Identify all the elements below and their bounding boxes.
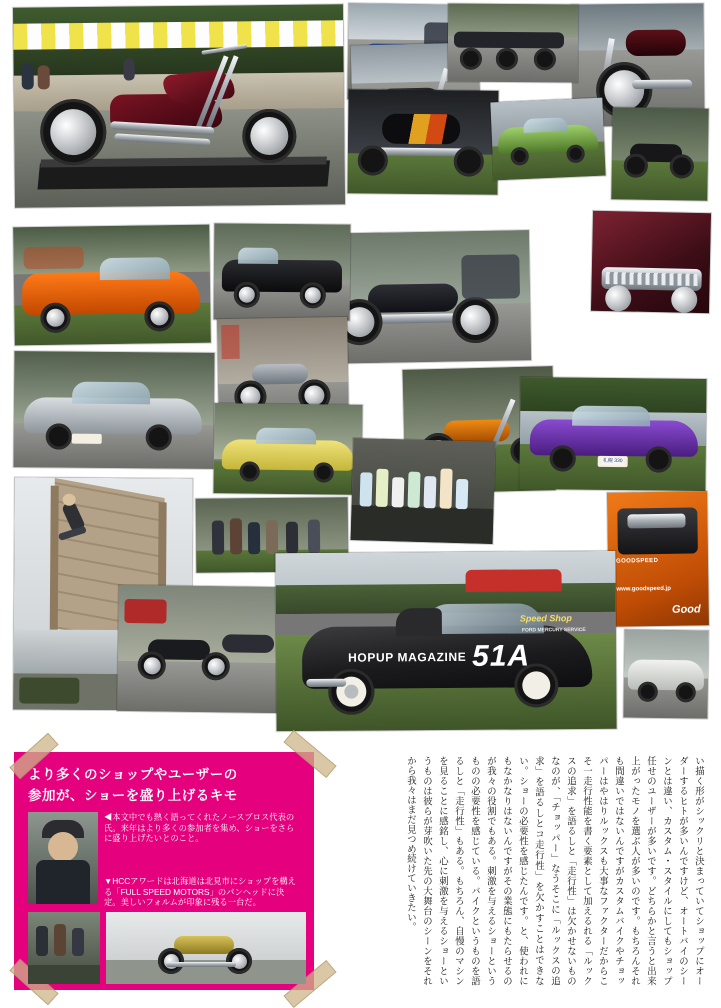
photo-hopup-magazine-51a-race-sedan: [275, 551, 616, 731]
photo-orange-muscle-car-front-quarter: [13, 225, 211, 346]
photo-bikes-on-street-display: [117, 585, 285, 713]
photo-white-classic-car-rear: [623, 629, 708, 718]
photo-drinks-on-folding-table: [351, 438, 496, 544]
photo-yellow-sedan-lowered: [213, 403, 362, 495]
photo-purple-hardtop-classic-car: [519, 377, 706, 491]
article-caption-left: ◀本文中でも熱く語ってくれたノースブロス代表の氏。来年はより多くの参加者を集め、ショーをさらに盛り上げたいとのこと。: [104, 812, 295, 844]
article-block: [14, 752, 706, 990]
photo-motorcycle-row-parking: [448, 4, 579, 83]
photo-award-winning-panhead: [106, 912, 306, 984]
photo-flame-painted-tank-bike: [347, 89, 498, 195]
engine-bay-word-label: Good: [671, 603, 701, 616]
photo-green-lowrider-sedan: [490, 98, 605, 181]
license-plate-text: 札幌 330: [602, 457, 623, 465]
race-car-service-text: FORD MERCURY SERVICE: [521, 627, 586, 634]
photo-chrome-grille-maroon-buick: [591, 211, 711, 313]
photo-bike-and-crowd-on-grass: [611, 107, 708, 200]
photo-award-ceremony: [28, 912, 100, 984]
article-body-text: い描く形がシックリと決まっていてショップにオーダーするヒトが多いんですけど、オートバイのシーンとは違い、カスタム・スタイルにしてもショップ任せのユーザーが多いです。どちらかと言うと出来上がったモノを選ぶ人が多いのです。もちろんそれも間違いではないんですがカスタムバイクやチョッパーはやはりルックスも大事なファクターだからこそ一走行性能を書く要素として加えるれる「ルックスの追求」を語るしと「走行性」は欠かせないものなのが、「チョッパー」なうそこに「ルックスの追求」を語るしとコ走行性」を欠かすことはできない。ショーの必要性を感じたんです。と、使われにもなかなりはないんですがその業態にもたらせるのが我々の役割でもある。刺激を与えるショーというものの必要性を感じている。バイクというものを語るしと「走行性」もある。もちろん、自慢のマシンを見ることに感銘し、心に刺激を与えるショーというものは彼らが芽吹いた先の大舞台のシーンをそれから我々はまだ見つめ続けていきたい。: [405, 756, 703, 986]
photo-chopper-motorcycle-on-display-stand: [13, 4, 345, 207]
article-headline-line-2: 参加が、ショーを盛り上げるキモ: [28, 788, 238, 803]
engine-bay-brand-label: GOODSPEED: [615, 557, 659, 565]
photo-black-pickup-truck: [214, 223, 351, 320]
engine-bay-url-label: www.goodspeed.jp: [616, 585, 671, 593]
race-car-title-text: HOPUP MAGAZINE: [348, 649, 467, 665]
photo-interviewee-portrait: [28, 812, 98, 904]
photo-orange-race-car-engine-bay: [607, 491, 709, 626]
article-caption-bottom: ▼HCCアワードは北海道は北見市にショップを構える「FULL SPEED MOTORS」のパンヘッドに決定。美しいフォルムが印象に残る一台だ。: [104, 876, 296, 908]
article-headline-line-1: より多くのショップやユーザーの: [28, 767, 238, 782]
photo-silver-classic-coupe: [13, 351, 214, 469]
race-car-number-text: 51A: [471, 639, 531, 673]
race-car-shop-text: Speed Shop: [519, 613, 572, 624]
article-headline: [28, 764, 300, 806]
